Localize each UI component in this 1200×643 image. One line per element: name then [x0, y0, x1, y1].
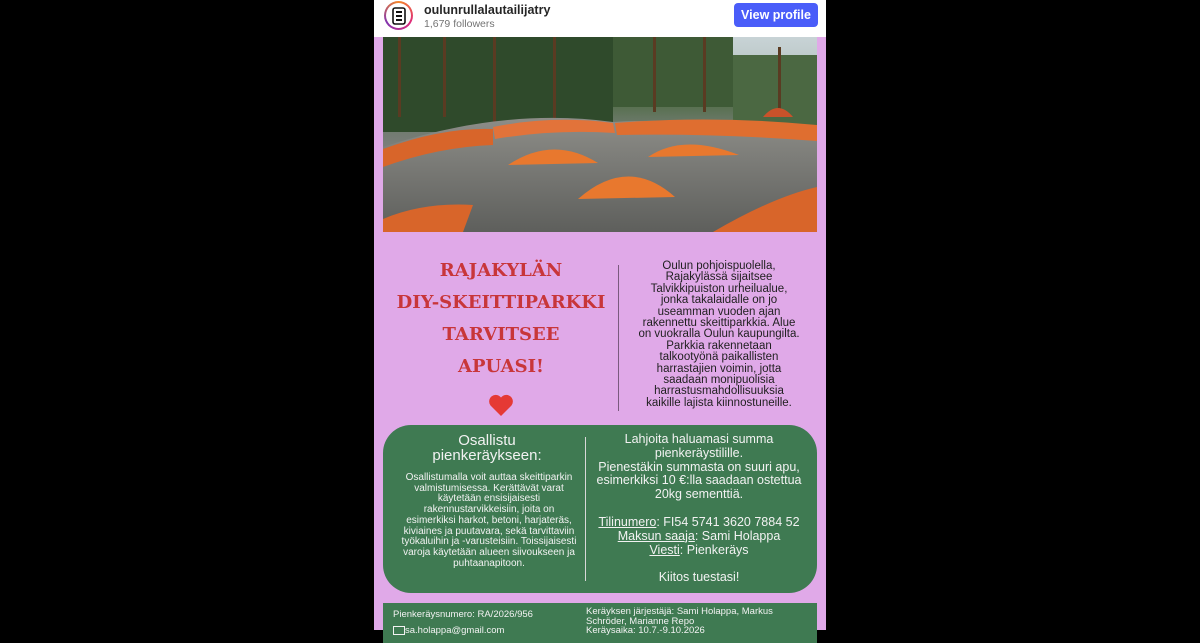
heart-icon — [488, 393, 514, 417]
intro-line: talkootyönä paikallisten — [659, 351, 779, 364]
description-line: kiviaines ja puutavara, sekä tarvittaviin — [403, 525, 575, 537]
organizer-line: Keräyksen järjestäjä: Sami Holappa, Markus — [586, 606, 773, 617]
description-line: käytetään ensisijaisesti — [437, 493, 541, 505]
donation-instructions — [589, 433, 809, 585]
payee — [589, 530, 809, 544]
contact-email: sa.holappa@gmail.com — [405, 625, 505, 636]
post-header — [374, 0, 826, 37]
title-line: TARVITSEE — [442, 324, 560, 345]
message — [589, 544, 809, 558]
divider — [585, 437, 586, 581]
payee-label: Maksun saaja — [617, 528, 695, 543]
post-image — [374, 37, 826, 636]
follower-count: 1,679 followers — [424, 18, 495, 30]
intro-line: useamman vuoden ajan — [657, 305, 781, 318]
description-line: esimerkiksi harkot, betoni, harjateräs, — [406, 514, 572, 526]
account-value: : FI54 5741 3620 7884 52 — [656, 514, 800, 529]
poster-title — [386, 255, 616, 417]
view-profile-button[interactable]: View profile — [734, 3, 818, 27]
intro-line: kaikille lajista kiinnostuneille. — [646, 396, 792, 409]
donation-heading — [407, 433, 567, 463]
instruction-line: Lahjoita haluamasi summa — [624, 432, 774, 446]
intro-line: Oulun pohjoispuolella, — [662, 260, 776, 272]
username[interactable]: oulunrullalautailijatry — [424, 3, 551, 17]
instruction-line: esimerkiksi 10 €:lla saadaan ostettua — [596, 473, 802, 488]
intro-text — [630, 261, 808, 409]
description-line: työkaluihin ja -varusteisiin. Toissijaisesti — [401, 536, 577, 548]
payee-value: : Sami Holappa — [694, 528, 781, 543]
email-icon — [393, 626, 405, 635]
intro-line: jonka takalaidalle on jo — [660, 294, 778, 307]
description-line: Osallistumalla voit auttaa skeittiparkin — [405, 472, 573, 483]
divider — [618, 265, 619, 411]
intro-line: harrastajien voimin, jotta — [656, 362, 782, 375]
organizer-line: Keräysaika: 10.7.-9.10.2026 — [586, 625, 705, 636]
account-number — [589, 516, 809, 530]
description-line: puhtaanapitoon. — [453, 557, 525, 569]
permit-number: Pienkeräysnumero: RA/2026/956 — [393, 609, 533, 620]
account-label: Tilinumero — [598, 514, 657, 529]
heading-line: Osallistu — [458, 432, 516, 449]
poster-footer — [383, 603, 817, 643]
donation-panel — [383, 425, 817, 593]
thanks-text: Kiitos tuestasi! — [658, 570, 740, 585]
instruction-line: 20kg sementtiä. — [654, 487, 744, 502]
instagram-embed — [374, 0, 826, 636]
skatepark-photo — [383, 37, 817, 232]
skateboard-logo-icon — [386, 3, 411, 28]
description-line: valmistumisessa. Kerättävät varat — [414, 482, 564, 494]
message-label: Viesti — [649, 542, 680, 557]
intro-line: Talvikkipuiston urheilualue, — [650, 282, 788, 295]
intro-line: Rajakylässä sijaitsee — [665, 271, 773, 284]
message-value: : Pienkeräys — [679, 542, 749, 557]
title-line: RAJAKYLÄN — [439, 260, 563, 281]
description-line: varoja käytetään alueen siivoukseen ja — [403, 546, 575, 558]
avatar[interactable] — [384, 1, 413, 30]
heading-line: pienkeräykseen: — [432, 447, 542, 464]
instruction-line: Pienestäkin summasta on suuri apu, — [598, 459, 800, 474]
description-line: rakennustarvikkeisiin, joita on — [423, 504, 555, 516]
intro-line: saadaan monipuolisia — [663, 374, 775, 387]
intro-line: rakennettu skeittiparkkia. Alue — [642, 317, 796, 330]
organizer-line: Schröder, Marianne Repo — [586, 615, 695, 627]
intro-line: on vuokralla Oulun kaupungilta. — [638, 328, 800, 341]
instruction-line: pienkeräystilille. — [654, 445, 744, 460]
title-line: DIY-SKEITTIPARKKI — [396, 292, 606, 313]
organizer-info — [586, 607, 786, 636]
intro-line: Parkkia rakennetaan — [666, 339, 772, 352]
title-line: APUASI! — [458, 356, 544, 377]
donation-description — [397, 473, 581, 569]
intro-line: harrastusmahdollisuuksia — [654, 385, 784, 398]
